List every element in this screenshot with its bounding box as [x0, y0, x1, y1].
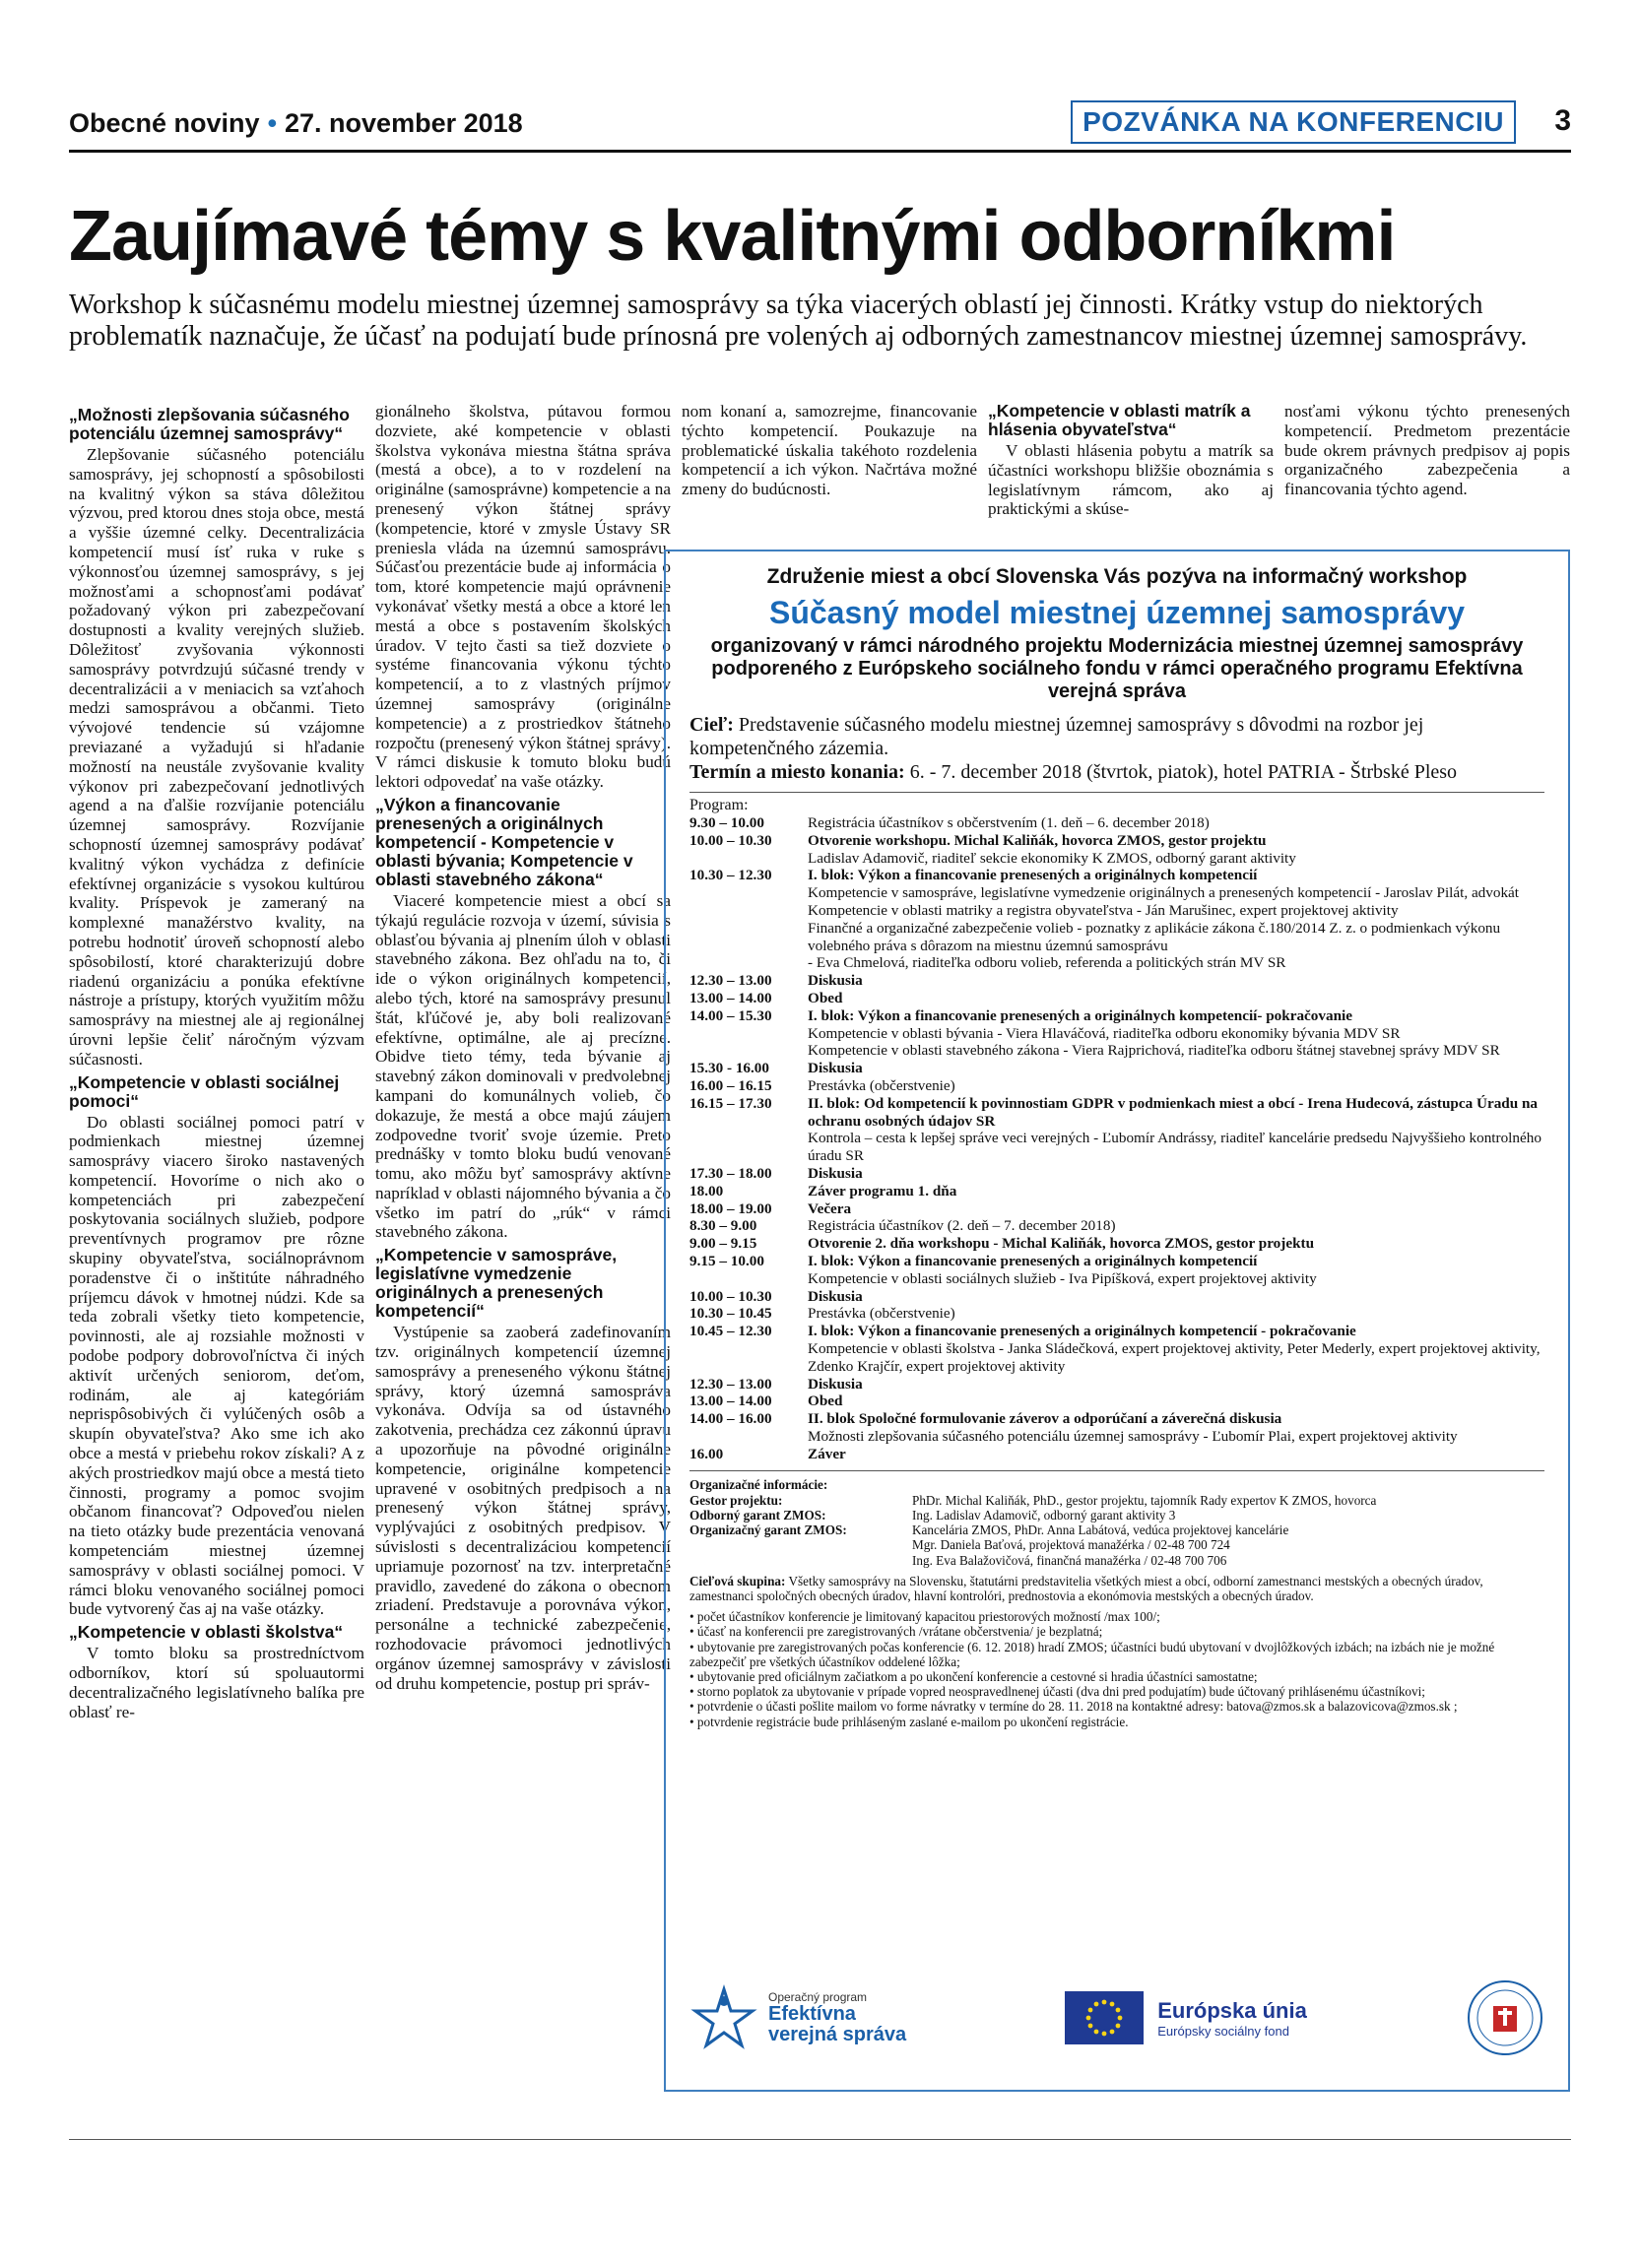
program-row: [689, 990, 1544, 1007]
paragraph: Viaceré kompetencie miest a obcí sa týkajú regulácie rozvoja v území, súvisia s oblasťou bývania aj plnením úloh v oblasti stavebného zákona. Bez ohľadu na to, či ide o výkon originálnych kompetencií, alebo tých, ktoré na samosprávy presunul štát, kľúčové je, aby boli realizované efektívne, optimálne, ale aj precízne. Obidve tieto témy, teda bývanie aj stavebný zákon dominovali v predvolebnej kampani do komunálnych volieb, čo dokazuje, že mestá a obce majú záujem zodpovedne tvoriť svoje územie. Preto prednášky v tomto bloku budú venované tomu, ako môžu byť samosprávy aktívne napríklad v oblasti nájomného bývania a čo všetko im patrí do „rúk“ v rámci stavebného zákona.: [375, 890, 671, 1242]
program-time: 14.00 – 16.00: [689, 1410, 772, 1428]
info-bullet: • potvrdenie registrácie bude prihláseným zaslané e-mailom po ukončení registrácie.: [689, 1714, 1129, 1729]
program-label: Program:: [689, 797, 749, 813]
footer-divider: [69, 2139, 1571, 2140]
program-time: 10.30 – 12.30: [689, 867, 772, 884]
target-label: Cieľová skupina:: [689, 1573, 786, 1588]
program-row: [689, 832, 1544, 868]
org-value: Kancelária ZMOS, PhDr. Anna Labátová, vedúca projektovej kancelárie: [912, 1523, 1289, 1538]
program-time: 16.00 – 16.15: [689, 1076, 772, 1094]
program-description: Diskusia: [808, 1060, 863, 1077]
org-value: PhDr. Michal Kaliňák, PhD., gestor projektu, tajomník Rady expertov K ZMOS, hovorca: [912, 1492, 1377, 1508]
separator-dot: •: [267, 108, 278, 138]
program-description: I. blok: Výkon a financovanie prenesených a originálnych kompetencií - pokračovanie Kompetencie v oblasti školstva - Janka Sládečková, expert projektovej aktivity, Peter Mederly, expert projektovej aktivity, Zdenko Krajčír, expert projektovej aktivity: [808, 1323, 1541, 1375]
divider: [689, 1470, 1544, 1471]
program-description: Záver: [808, 1445, 846, 1462]
column-2: [375, 402, 671, 1693]
info-bullet: • ubytovanie pre zaregistrovaných počas konferencie (6. 12. 2018) hradí ZMOS; účastníci budú ubytovaní v dvojlôžkových izbách; na izbách nie je možné zabezpečiť pre všetkých účastníkov oddelené lôžka;: [689, 1639, 1495, 1669]
paragraph: Zlepšovanie súčasného potenciálu samosprávy, jej schopností a spôsobilosti na kvalitný výkon sa stáva dôležitou výzvou, pred ktorou dnes stoja obce, mestá a vyššie územné celky. Decentralizácia kompetencií musí ísť ruka v ruke s výkonnosťou územnej samosprávy, s jej možnosťami a schopnosťami podávať požadovaný výkon pri zabezpečovaní dostupnosti a kvality verejných služieb. Dôležitosť zvyšovania výkonnosti samosprávy potvrdzujú súčasné trendy v decentralizácii a v meniacich sa vzťahoch medzi samosprávou a občanmi. Tieto vývojové tendencie sú vzájomne previazané a vyžadujú si hľadanie možností na neustále zvyšovanie kvality výkonov pri zabezpečovaní jednotlivých agend a na ďalšie rozvíjanie potenciálu územnej samosprávy. Rozvíjanie schopností územnej samosprávy podávať kvalitný výkon vychádza z definície efektívnej organizácie s vysokou kultúrou kvality. Príspevok je zameraný na komplexné manažérstvo kvality, na potrebu hodnotiť úroveň schopností alebo spôsobilostí, ktoré charakterizujú dobre riadenú organizáciu a ponúka efektívne nástroje a prístupy, ktorých využitím môžu samosprávy na miestnej ale aj regionálnej úrovni lepšie čeliť náročným výzvam súčasnosti.: [69, 445, 364, 1069]
org-key: [689, 1553, 912, 1568]
program-description: Záver programu 1. dňa: [808, 1182, 957, 1199]
op-big-text-1: Efektívna: [768, 2003, 856, 2025]
program-time: 13.00 – 14.00: [689, 1393, 772, 1410]
program-description: I. blok: Výkon a financovanie prenesených a originálnych kompetencií Kompetencie v samospráve, legislatívne vymedzenie originálnych a prenesených kompetencií - Jaroslav Pilát, advokát Kompetencie v oblasti matriky a registra obyvateľstva - Ján Marušinec, expert projektovej aktivity Finančné a organizačné zabezpečenie volieb - poznatky z aplikácie zákona č.180/2014 Z. z. o podmienkach výkonu volebného práva s dôrazom na miestnu územnú samosprávu - Eva Chmelová, riaditeľka odboru volieb, referenda a politických strán MV SR: [808, 867, 1520, 972]
program-row: [689, 1323, 1544, 1375]
paragraph: Vystúpenie sa zaoberá zadefinovaním tzv. originálnych kompetencií územnej samosprávy a preneseného výkonu štátnej správy, ktorý územná samospráva vykonáva. Odvíja sa od ústavného zakotvenia, prechádza cez zákonnú úpravu a upozorňuje na pôvodné originálne kompetencie, originálne kompetencie upravené v osobitných predpisoch a na prenesený výkon štátnej správy, vyplývajúci z osobitných predpisov. V súvislosti s decentralizáciou kompetencií upriamuje pozornosť na tzv. interpretačné pravidlo, zavedené do zákona o obecnom zriadení. Predstavuje a porovnáva výkon, personálne a technické zabezpečenie, rozhodovacie právomoci jednotlivých orgánov územnej samosprávy v závislosti od druhu kompetencie, postup pri správ-: [375, 1323, 671, 1693]
program-description: II. blok Spoločné formulovanie záverov a odporúčaní a záverečná diskusia Možnosti zlepšovania súčasného potenciálu územnej samosprávy - Ľubomír Plai, expert projektovej aktivity: [808, 1410, 1458, 1445]
program-description: Obed: [808, 1393, 843, 1410]
paragraph: nosťami výkonu týchto prenesených kompetencií. Predmetom prezentácie bude okrem právnych predpisov aj popis organizačného zabezpečenia a financovania týchto agend.: [1284, 402, 1570, 499]
program-description: Prestávka (občerstvenie): [808, 1076, 955, 1094]
program-description: Diskusia: [808, 1287, 863, 1305]
eu-flag-icon: [1065, 1991, 1144, 2044]
term-label: Termín a miesto konania:: [689, 761, 905, 783]
column-3: [682, 402, 977, 499]
program-row: [689, 1376, 1544, 1393]
paragraph: V oblasti hlásenia pobytu a matrík sa účastníci workshopu bližšie oboznámia s legislatívnym rámcom, ako aj praktickými a skúse-: [988, 441, 1274, 519]
target-text: Všetky samosprávy na Slovensku, štatutárni predstavitelia všetkých miest a obcí, odborní zamestnanci mestských a obecných úradov, zamestnanci spoločných obecných úradov, hlavní kontrolóri, prednostovia a ekonómovia mestských a obecných úradov.: [689, 1573, 1483, 1603]
program-time: 18.00: [689, 1182, 724, 1199]
program-row: [689, 814, 1544, 832]
program-row: [689, 1305, 1544, 1323]
op-small-text: Operačný program: [768, 1990, 868, 2004]
organizational-info: [689, 1477, 1544, 1728]
org-value: Mgr. Daniela Baťová, projektová manažérka / 02-48 700 724: [912, 1537, 1230, 1553]
org-value: Ing. Ladislav Adamovič, odborný garant aktivity 3: [912, 1507, 1176, 1523]
logos-row: [689, 1964, 1544, 2072]
program-time: 10.45 – 12.30: [689, 1323, 772, 1340]
subheading: „Kompetencie v oblasti sociálnej pomoci“: [69, 1071, 340, 1111]
program-row: [689, 1235, 1544, 1253]
info-bullet: • ubytovanie pred oficiálnym začiatkom a po ukončení konferencie a cestovné si hradia účastníci samostatne;: [689, 1668, 1258, 1684]
org-row: [689, 1537, 1544, 1552]
org-key: Odborný garant ZMOS:: [689, 1507, 826, 1523]
program-description: Otvorenie 2. dňa workshopu - Michal Kaliňák, hovorca ZMOS, gestor projektu: [808, 1235, 1315, 1253]
program-time: 10.30 – 10.45: [689, 1305, 772, 1323]
program-row: [689, 1200, 1544, 1218]
column-4: [988, 402, 1274, 519]
program-description: Registrácia účastníkov (2. deň – 7. december 2018): [808, 1217, 1116, 1235]
program-row: [689, 1165, 1544, 1183]
page-header: [69, 102, 1571, 153]
program-time: 9.30 – 10.00: [689, 814, 764, 831]
info-bullet: • účasť na konferencii pre zaregistrovaných /vrátane občerstvenia/ je bezplatná;: [689, 1624, 1103, 1640]
program-description: Otvorenie workshopu. Michal Kaliňák, hovorca ZMOS, gestor projektu Ladislav Adamovič, riaditeľ sekcie ekonomiky K ZMOS, odborný garant aktivity: [808, 831, 1296, 867]
subheading: „Možnosti zlepšovania súčasného potenciálu územnej samosprávy“: [69, 405, 350, 443]
aim-text: Predstavenie súčasného modelu miestnej územnej samosprávy s dôvodmi na rozbor jej kompetenčného zázemia.: [689, 714, 1424, 759]
workshop-subtitle: organizovaný v rámci národného projektu Modernizácia miestnej územnej samosprávy podporeného z Európskeho sociálneho fondu v rámci operačného programu Efektívna verejná správa: [710, 635, 1524, 702]
program-description: Večera: [808, 1199, 852, 1217]
program-row: [689, 1217, 1544, 1235]
program-description: Prestávka (občerstvenie): [808, 1305, 955, 1323]
program-row: [689, 1410, 1544, 1446]
org-heading: Organizačné informácie:: [689, 1477, 828, 1493]
program-description: I. blok: Výkon a financovanie prenesených a originálnych kompetencií- pokračovanie Kompetencie v oblasti bývania - Viera Hlaváčová, riaditeľka odboru ekonomiky bývania MDV SR Kompetencie v oblasti stavebného zákona - Viera Rajprichová, riaditeľka odboru štátnej stavebnej správy MDV SR: [808, 1006, 1500, 1060]
org-key: [689, 1537, 912, 1552]
program-description: II. blok: Od kompetencií k povinnostiam GDPR v podmienkach miest a obcí - Irena Hudecová, zástupca Úradu na ochranu osobných údajov SR Kontrola – cesta k lepšej správe veci verejných - Ľubomír Andrássy, riaditeľ kancelárie predsedu Najvyššieho kontrolného úradu SR: [808, 1094, 1542, 1165]
org-row: [689, 1523, 1544, 1537]
workshop-title: Súčasný model miestnej územnej samosprávy: [768, 595, 1466, 630]
info-bullet: • potvrdenie o účasti pošlite mailom vo forme návratky v termíne do 28. 11. 2018 na kontaktné adresy: batova@zmos.sk a balazovicova@zmos.sk ;: [689, 1699, 1458, 1715]
program-row: [689, 1288, 1544, 1306]
program-row: [689, 1007, 1544, 1060]
paper-name: Obecné noviny: [69, 108, 260, 138]
program-time: 17.30 – 18.00: [689, 1164, 772, 1182]
paragraph: nom konaní a, samozrejme, financovanie týchto kompetencií. Poukazuje na problematické úskalia takéhoto rozdelenia kompetencií a ich výkon. Načrtáva možné zmeny do budúcnosti.: [682, 402, 977, 499]
org-key: Organizačný garant ZMOS:: [689, 1523, 847, 1538]
program-list: [689, 814, 1544, 1462]
org-rows: [689, 1493, 1544, 1568]
program-time: 9.00 – 9.15: [689, 1235, 757, 1253]
program-time: 10.00 – 10.30: [689, 1287, 772, 1305]
program-time: 15.30 - 16.00: [689, 1060, 769, 1077]
program-description: Diskusia: [808, 1164, 863, 1182]
program-time: 12.30 – 13.00: [689, 1375, 772, 1393]
column-5: [1284, 402, 1570, 499]
info-bullet: • storno poplatok za ubytovanie v prípade vopred neospravedlnenej účasti (dva dni pred podujatím) bude účtovaný prihlásenému účastníkovi;: [689, 1684, 1425, 1700]
zmos-seal-icon: [1466, 1978, 1544, 2057]
paragraph: V tomto bloku sa prostredníctvom odborníkov, ktorí sú spoluautormi decentralizačného legislatívneho balíka pre oblasť re-: [69, 1644, 364, 1721]
program-time: 9.15 – 10.00: [689, 1252, 764, 1269]
section-label: POZVÁNKA NA KONFERENCIU: [1071, 100, 1516, 144]
org-value: Ing. Eva Balažovičová, finančná manažérka / 02-48 700 706: [912, 1552, 1227, 1568]
aim-label: Cieľ:: [689, 714, 734, 736]
paragraph: Do oblasti sociálnej pomoci patrí v podmienkach miestnej územnej samosprávy viacero široko nastavených kompetencií. Hovoríme o nich ako o kompetenciách pri zabezpečení poskytovania sociálnych služieb, podpore preventívnych programov pre rôzne skupiny obyvateľstva, sociálnoprávnom poradenstve či o inštitúte náhradného príjemcu dávok v hmotnej núdzi. Kde sa teda zobrali všetky tieto kompetencie, povinnosti, ale aj rozsiahle možnosti v podobe podpory dobrovoľníctva či iných aktivít určených seniorom, deťom, rodinám, ale aj kategóriám neprispôsobivých či vylúčených osôb a skupín obyvateľstva? Ako sme ich ako obce a mestá v priebehu rokov získali? A z akých prostriedkov majú obce a mestá tieto činnosti, programy a pomoc svojim občanom financovať? Odpoveďou nielen na tieto otázky bude prezentácia venovaná kompetenciám miestnej územnej samosprávy v oblasti sociálnej pomoci. V rámci bloku venovaného sociálnej pomoci bude vytvorený čas aj na vaše otázky.: [69, 1112, 364, 1619]
paragraph: gionálneho školstva, pútavou formou dozviete, aké kompetencie v oblasti školstva vykonáva miestna štátna správa (mestá a obce), a to v rozdelení na originálne (samosprávne) kompetencie a na prenesený výkon štátnej správy (kompetencie, ktoré v zmysle Ústavy SR preniesla vláda na územnú samosprávu. Súčasťou prezentácie bude aj informácia o tom, ktoré kompetencie majú oprávnenie vykonávať všetky mestá a obce a ktoré len mestá a obce s postavením školských úradov. V tejto časti sa tiež dozviete o systéme financovania výkonu týchto kompetencií, a to z vlastných príjmov územnej samosprávy (originálne kompetencie) a z prostriedkov štátneho rozpočtu (prenesený výkon štátnej správy). V rámci diskusie k tomuto bloku budú lektori odpovedať na vaše otázky.: [375, 402, 671, 792]
org-row: [689, 1508, 1544, 1523]
org-row: [689, 1553, 1544, 1568]
subheading: „Výkon a financovanie prenesených a originálnych kompetencií - Kompetencie v oblasti bývania; Kompetencie v oblasti stavebného zákona“: [375, 794, 633, 889]
program-time: 18.00 – 19.00: [689, 1199, 772, 1217]
program-row: [689, 867, 1544, 972]
subheading: „Kompetencie v samospráve, legislatívne vymedzenie originálnych a prenesených kompetencií“: [375, 1245, 618, 1322]
org-key: Gestor projektu:: [689, 1492, 783, 1508]
lead-paragraph: Workshop k súčasnému modelu miestnej územnej samosprávy sa týka viacerých oblastí jej činnosti. Krátky vstup do niektorých problematík naznačuje, že účasť na podujatí bude prínosná pre volených aj odborných zamestnancov miestnej územnej samosprávy.: [69, 290, 1528, 352]
divider: [689, 792, 1544, 793]
program-row: [689, 1095, 1544, 1165]
subheading: „Kompetencie v oblasti matrík a hlásenia obyvateľstva“: [988, 401, 1251, 439]
masthead: [69, 108, 523, 139]
program-time: 14.00 – 15.30: [689, 1006, 772, 1024]
program-time: 16.00: [689, 1445, 724, 1462]
esf-name: Európsky sociálny fond: [1157, 2023, 1289, 2039]
info-bullet: • počet účastníkov konferencie je limitovaný kapacitou priestorových možností /max 100/;: [689, 1609, 1160, 1625]
eu-name: Európska únia: [1157, 1997, 1307, 2023]
program-time: 13.00 – 14.00: [689, 989, 772, 1006]
program-description: Diskusia: [808, 972, 863, 990]
org-row: [689, 1493, 1544, 1508]
program-row: [689, 1060, 1544, 1077]
column-1: [69, 402, 364, 1721]
star-figure-icon: [689, 1983, 758, 2052]
program-time: 16.15 – 17.30: [689, 1094, 772, 1112]
program-time: 10.00 – 10.30: [689, 831, 772, 849]
headline: Zaujímavé témy s kvalitnými odborníkmi: [69, 197, 1396, 276]
op-big-text-2: verejná správa: [768, 2024, 907, 2045]
eu-logo: [1065, 1991, 1307, 2044]
page-number: 3: [1554, 104, 1571, 137]
program-description: I. blok: Výkon a financovanie prenesených a originálnych kompetencií Kompetencie v oblasti sociálnych služieb - Iva Pipíšková, expert projektovej aktivity: [808, 1252, 1317, 1287]
invitation-box: [664, 550, 1570, 2092]
program-row: [689, 1446, 1544, 1463]
term-text: 6. - 7. december 2018 (štvrtok, piatok), hotel PATRIA - Štrbské Pleso: [904, 761, 1458, 783]
workshop-aim: [689, 713, 1544, 784]
program-row: [689, 1253, 1544, 1288]
program-row: [689, 1393, 1544, 1410]
program-time: 12.30 – 13.00: [689, 972, 772, 990]
program-description: Obed: [808, 989, 843, 1006]
program-row: [689, 972, 1544, 990]
subheading: „Kompetencie v oblasti školstva“: [69, 1622, 344, 1643]
program-description: Diskusia: [808, 1375, 863, 1393]
op-logo: [689, 1983, 906, 2052]
program-row: [689, 1183, 1544, 1200]
target-group: [689, 1574, 1544, 1603]
program-description: Registrácia účastníkov s občerstvením (1. deň – 6. december 2018): [808, 814, 1210, 831]
issue-date: 27. november 2018: [285, 108, 523, 138]
program-time: 8.30 – 9.00: [689, 1217, 757, 1235]
info-bullets: [689, 1609, 1544, 1729]
program-row: [689, 1077, 1544, 1095]
invitation-title: Združenie miest a obcí Slovenska Vás pozýva na informačný workshop: [766, 565, 1468, 588]
